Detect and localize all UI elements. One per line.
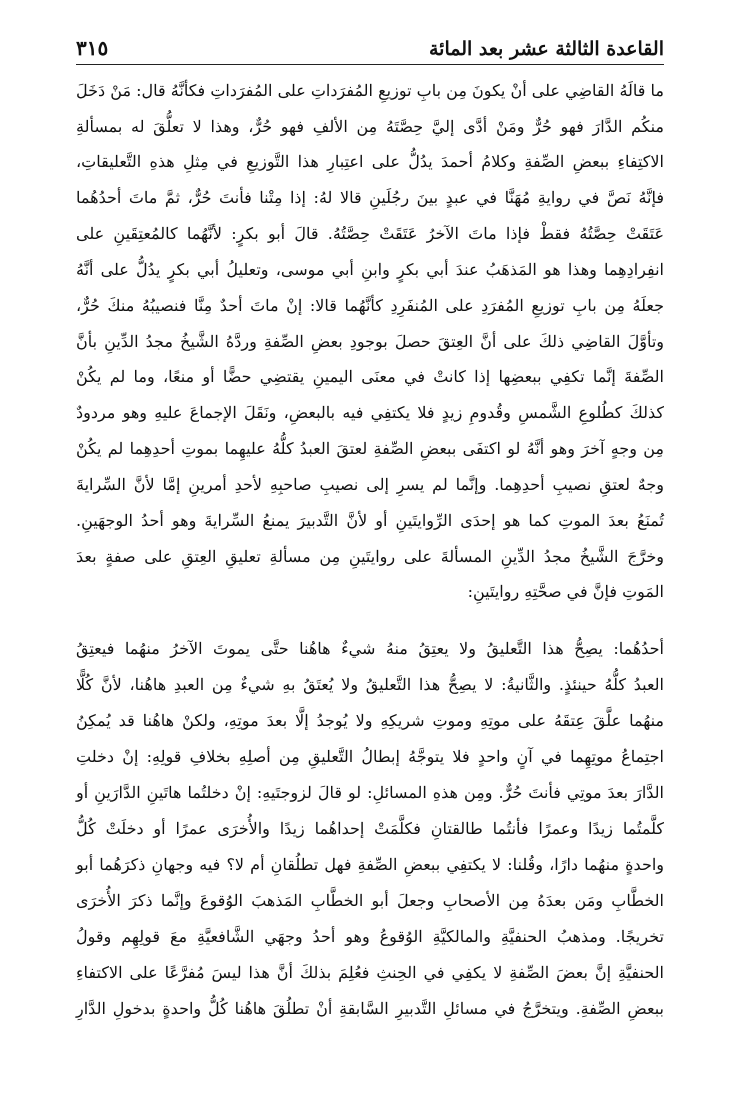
text-line: كذلكَ كطُلوعِ الشَّمسِ وقُدومِ زيدٍ فلا يكتفِي فيه بالبعضِ، ونَقَلَ الإجماعَ عليهِ وهو مردودٌ bbox=[76, 403, 664, 422]
text-line: الدَّارَ بعدَ موتِي فأنتَ حُرٌّ. ومِن هذهِ المسائلِ: لو قالَ لزوجتَيهِ: إنْ دخلتُما هاتَينِ الدَّارَينِ أو bbox=[76, 783, 664, 802]
text-line: فإنَّهُ نَصَّ في روايةِ مُهَنَّا في عبدٍ بينَ رجُلَينِ قالا لهُ: إذا مِتْنا فأنتَ حُرٌّ، ثمَّ ماتَ أحدُهُما bbox=[76, 188, 664, 207]
text-line: انفِرادِهِما وهذا هو المَذهَبُ عندَ أبي بكرٍ وابنِ أبي موسى، وتعليلُ أبي بكرٍ يدُلُّ على أنَّهُ bbox=[76, 260, 664, 279]
text-line: الحنفيَّةِ إنَّ بعضَ الصِّفةِ لا يكفِي في الحِنثِ فعُلِمَ بذلكَ أنَّ هذا ليسَ مُفرَّعًا على الاكتفاءِ bbox=[76, 963, 664, 982]
text-line: الصِّفةَ إنَّما تكفِي ببعضِها إذا كانتْ في معنَى اليمينِ يقتضِي حضًّا أو منعًا، وما لم يكُنْ bbox=[76, 367, 664, 386]
text-line: كلَّمتُما زيدًا وعمرًا فأنتُما طالقتانِ فكلَّمَتْ إحداهُما زيدًا والأُخرَى عمرًا أو دخلَتْ كُلُّ bbox=[76, 819, 664, 838]
text-line: العبدُ كلُّهُ حينئذٍ. والثَّانيةُ: لا يصِحُّ هذا التَّعليقُ ولا يُعتَقُ بهِ شيءٌ مِن العبدِ هاهُنا، لأنَّ كُلًّا bbox=[76, 675, 664, 694]
text-line: وخرَّجَ الشَّيخُ مجدُ الدِّينِ المسألةَ على روايتَينِ مِن مسألةِ تعليقِ العِتقِ على صفةٍ بعدَ bbox=[76, 547, 665, 566]
header-title: القاعدة الثالثة عشر بعد المائة bbox=[428, 38, 664, 60]
text-line: منكُم الدَّارَ فهو حُرٌّ ومَنْ أدَّى إليَّ حِصَّتَهُ مِن الألفِ فهو حُرٌّ، وهذا لا تعلُّقَ له بمسألةِ bbox=[76, 117, 664, 136]
text-line: تخريجًا. ومذهبُ الحنفيَّةِ والمالكيَّةِ الوُقوعُ وهو أحدُ وجهَي الشَّافعيَّةِ معَ قولِهِم وقولُ bbox=[76, 927, 664, 946]
text-line: عَتَقَتْ حِصَّتُهُ فقطْ فإذا ماتَ الآخرُ عَتَقَتْ حِصَّتُهُ. قالَ أبو بكرٍ: لأنَّهُما كالمُعتِقَينِ على bbox=[76, 224, 664, 243]
page-number: ٣١٥ bbox=[76, 36, 109, 60]
text-line: الاكتِفاءِ ببعضِ الصِّفةِ وكلامُ أحمدَ يدُلُّ على اعتِبارِ هذا التَّوزيعِ في مِثلِ هذهِ التَّعليقاتِ، bbox=[76, 152, 664, 171]
text-line: ببعضِ الصِّفةِ. ويتخرَّجُ في مسائلِ التَّدبيرِ السَّابقةِ أنْ تطلُقَ هاهُنا كُلُّ واحدةٍ بدخولِ الدَّارِ bbox=[76, 999, 664, 1018]
text-line: تُمنَعُ بعدَ الموتِ كما هو إحدَى الرِّوايتَينِ أو لأنَّ التَّدبيرَ يمنعُ السِّرايةَ وهو أحدُ الوجهَينِ. bbox=[76, 511, 664, 530]
running-header bbox=[76, 30, 664, 60]
text-line: واحدةٍ منهُما دارًا، وقُلنا: لا يكتفِي ببعضِ الصِّفةِ فهل تطلُقانِ أم لا؟ فيه وجهانِ ذكرَهُما أبو bbox=[76, 855, 664, 874]
text-line: ما قالَهُ القاضِي على أنْ يكونَ مِن بابِ توزيعِ المُفرَداتِ على المُفرَداتِ فكأنَّهُ قال: مَنْ دَخَلَ bbox=[76, 81, 664, 100]
text-line-paragraph-end: المَوتِ فإنَّ في صحَّتِهِ روايتَينِ: bbox=[467, 582, 664, 601]
text-line: اجتِماعُ موتِهِما في آنٍ واحدٍ فلا يتوجَّهُ إبطالُ التَّعليقِ مِن أصلِهِ بخلافِ قولِهِ: إنْ دخلتِ bbox=[76, 747, 664, 766]
text-line: مِن وجهٍ آخرَ وهو أنَّهُ لو اكتفَى ببعضِ الصِّفةِ لعتقَ العبدُ كلُّهُ عليهِما بموتِ أحدِهِما لم يكُنْ bbox=[76, 439, 664, 458]
text-line: منهُما علَّقَ عِتقَهُ على موتِهِ وموتِ شريكِهِ ولا يُوجدُ إلَّا بعدَ موتِهِ، ولكنْ هاهُنا قد يُمكِنُ bbox=[76, 711, 664, 730]
text-line: جعلَهُ مِن بابِ توزيعِ المُفرَدِ على المُنفَرِدِ كأنَّهُما قالا: إنْ ماتَ أحدٌ مِنَّا فنصيبُهُ منكَ حُرٌّ، bbox=[76, 296, 664, 315]
header-rule bbox=[76, 64, 664, 65]
text-line: وتأوَّلَ القاضِي ذلكَ على أنَّ العِتقَ حصلَ بوجودِ بعضِ الصِّفةِ وردَّهُ الشَّيخُ مجدُ الدِّينِ بأنَّ bbox=[76, 332, 664, 351]
text-line: وجهٌ لعتقِ نصيبِ أحدِهِما. وإنَّما لم يسرِ إلى نصيبِ صاحبِهِ لأحدِ أمرينِ إمَّا لأنَّ السِّرايةَ bbox=[76, 475, 664, 494]
text-line: الخطَّابِ ومَن بعدَهُ مِن الأصحابِ وجعلَ أبو الخطَّابِ المَذهبَ الوُقوعَ وإنَّما ذكرَ الأُخرَى bbox=[76, 891, 664, 910]
text-line: أحدُهُما: يصِحُّ هذا التَّعليقُ ولا يعتِقُ منهُ شيءٌ هاهُنا حتَّى يموتَ الآخرُ منهُما فيعتِقُ bbox=[76, 639, 665, 658]
